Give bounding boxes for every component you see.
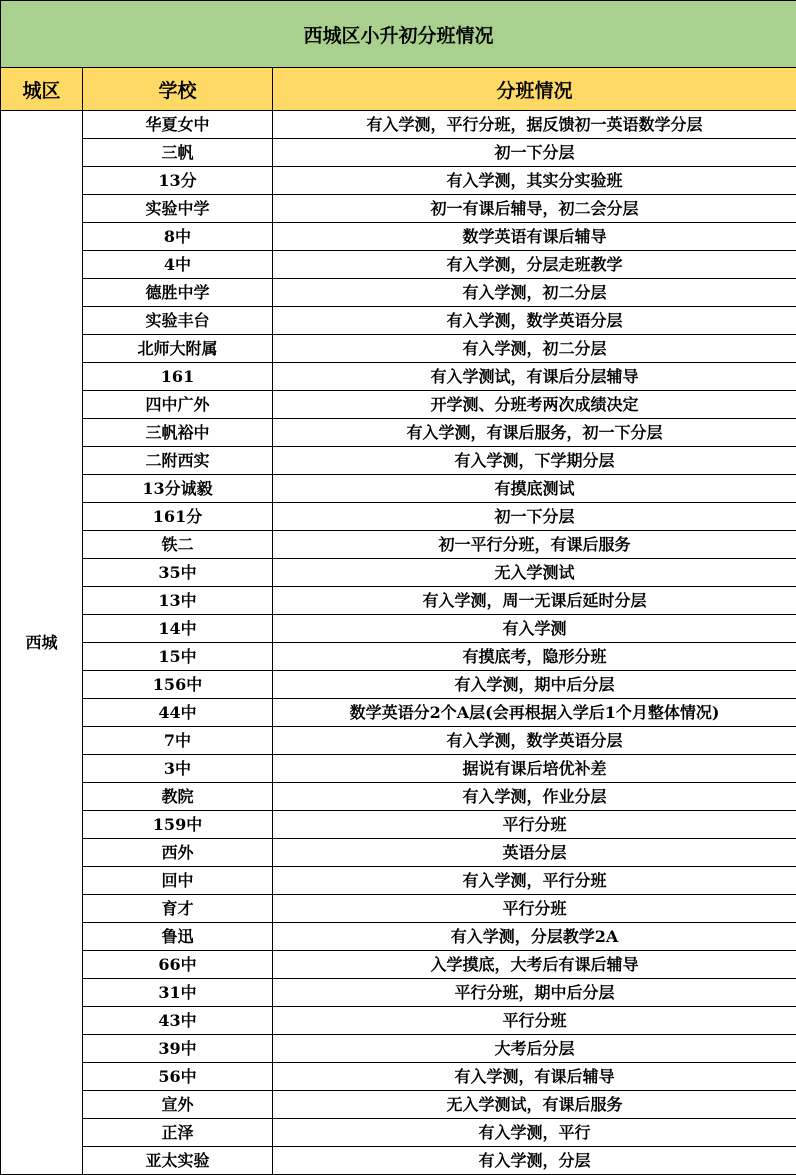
situation-cell: 有入学测，平行分班 <box>273 867 796 895</box>
table-row <box>1 307 796 335</box>
situation-cell: 有入学测，其实分实验班 <box>273 167 796 195</box>
school-cell: 13分 <box>83 167 273 195</box>
table-row <box>1 279 796 307</box>
table-row <box>1 643 796 671</box>
situation-cell: 数学英语有课后辅导 <box>273 223 796 251</box>
school-cell: 35中 <box>83 559 273 587</box>
table-row <box>1 391 796 419</box>
school-cell: 实验中学 <box>83 195 273 223</box>
table-row <box>1 615 796 643</box>
situation-cell: 初一平行分班，有课后服务 <box>273 531 796 559</box>
table-row <box>1 503 796 531</box>
table-row <box>1 531 796 559</box>
table-row <box>1 363 796 391</box>
situation-cell: 有入学测，作业分层 <box>273 783 796 811</box>
school-cell: 66中 <box>83 951 273 979</box>
table-row <box>1 1091 796 1119</box>
situation-cell: 无入学测试，有课后服务 <box>273 1091 796 1119</box>
school-cell: 西外 <box>83 839 273 867</box>
situation-cell: 有入学测，初二分层 <box>273 335 796 363</box>
school-cell: 161分 <box>83 503 273 531</box>
header-district: 城区 <box>1 68 83 111</box>
situation-cell: 英语分层 <box>273 839 796 867</box>
school-cell: 56中 <box>83 1063 273 1091</box>
table-row <box>1 167 796 195</box>
situation-cell: 有入学测，有课后服务，初一下分层 <box>273 419 796 447</box>
school-cell: 7中 <box>83 727 273 755</box>
situation-cell: 有入学测试，有课后分层辅导 <box>273 363 796 391</box>
table-row <box>1 951 796 979</box>
table-row <box>1 895 796 923</box>
situation-cell: 大考后分层 <box>273 1035 796 1063</box>
situation-cell: 无入学测试 <box>273 559 796 587</box>
school-cell: 156中 <box>83 671 273 699</box>
situation-cell: 有摸底测试 <box>273 475 796 503</box>
table-row <box>1 783 796 811</box>
school-cell: 宣外 <box>83 1091 273 1119</box>
school-cell: 铁二 <box>83 531 273 559</box>
table-row <box>1 195 796 223</box>
table-row <box>1 111 796 139</box>
school-cell: 二附西实 <box>83 447 273 475</box>
table-row <box>1 475 796 503</box>
title-row <box>1 1 796 68</box>
situation-cell: 据说有课后培优补差 <box>273 755 796 783</box>
school-cell: 三帆裕中 <box>83 419 273 447</box>
table-row <box>1 755 796 783</box>
school-cell: 39中 <box>83 1035 273 1063</box>
school-cell: 德胜中学 <box>83 279 273 307</box>
table-row <box>1 839 796 867</box>
situation-cell: 有入学测，分层 <box>273 1147 796 1175</box>
table-row <box>1 139 796 167</box>
situation-cell: 有入学测 <box>273 615 796 643</box>
situation-cell: 有入学测，数学英语分层 <box>273 307 796 335</box>
situation-cell: 开学测、分班考两次成绩决定 <box>273 391 796 419</box>
school-cell: 华夏女中 <box>83 111 273 139</box>
school-cell: 3中 <box>83 755 273 783</box>
table-row <box>1 335 796 363</box>
school-cell: 育才 <box>83 895 273 923</box>
table-row <box>1 671 796 699</box>
situation-cell: 初一下分层 <box>273 139 796 167</box>
school-cell: 正泽 <box>83 1119 273 1147</box>
table-row <box>1 447 796 475</box>
table-row <box>1 1147 796 1175</box>
district-cell: 西城 <box>1 111 83 1175</box>
situation-cell: 入学摸底，大考后有课后辅导 <box>273 951 796 979</box>
situation-cell: 有入学测，平行 <box>273 1119 796 1147</box>
school-cell: 教院 <box>83 783 273 811</box>
school-cell: 13中 <box>83 587 273 615</box>
school-cell: 亚太实验 <box>83 1147 273 1175</box>
situation-cell: 有摸底考，隐形分班 <box>273 643 796 671</box>
situation-cell: 有入学测，期中后分层 <box>273 671 796 699</box>
table-row <box>1 1035 796 1063</box>
school-cell: 31中 <box>83 979 273 1007</box>
table-row <box>1 1007 796 1035</box>
school-cell: 161 <box>83 363 273 391</box>
table-row <box>1 559 796 587</box>
situation-cell: 有入学测，数学英语分层 <box>273 727 796 755</box>
situation-cell: 初一有课后辅导，初二会分层 <box>273 195 796 223</box>
school-cell: 159中 <box>83 811 273 839</box>
situation-cell: 平行分班，期中后分层 <box>273 979 796 1007</box>
school-cell: 14中 <box>83 615 273 643</box>
school-cell: 15中 <box>83 643 273 671</box>
table-row <box>1 867 796 895</box>
school-cell: 鲁迅 <box>83 923 273 951</box>
header-situation: 分班情况 <box>273 68 796 111</box>
situation-cell: 平行分班 <box>273 895 796 923</box>
situation-cell: 平行分班 <box>273 1007 796 1035</box>
table-body <box>1 111 796 1175</box>
situation-cell: 平行分班 <box>273 811 796 839</box>
school-cell: 实验丰台 <box>83 307 273 335</box>
table-row <box>1 251 796 279</box>
school-cell: 四中广外 <box>83 391 273 419</box>
header-row <box>1 68 796 111</box>
situation-cell: 有入学测，周一无课后延时分层 <box>273 587 796 615</box>
table-title: 西城区小升初分班情况 <box>1 1 796 68</box>
school-cell: 8中 <box>83 223 273 251</box>
situation-cell: 数学英语分2个A层(会再根据入学后1个月整体情况) <box>273 699 796 727</box>
situation-cell: 初一下分层 <box>273 503 796 531</box>
school-cell: 回中 <box>83 867 273 895</box>
situation-cell: 有入学测，初二分层 <box>273 279 796 307</box>
table-row <box>1 1119 796 1147</box>
school-cell: 4中 <box>83 251 273 279</box>
table-row <box>1 979 796 1007</box>
school-cell: 44中 <box>83 699 273 727</box>
table-row <box>1 923 796 951</box>
situation-cell: 有入学测，下学期分层 <box>273 447 796 475</box>
situation-cell: 有入学测，平行分班，据反馈初一英语数学分层 <box>273 111 796 139</box>
table-row <box>1 811 796 839</box>
school-cell: 北师大附属 <box>83 335 273 363</box>
situation-cell: 有入学测，有课后辅导 <box>273 1063 796 1091</box>
table-row <box>1 727 796 755</box>
situation-cell: 有入学测，分层教学2A <box>273 923 796 951</box>
school-cell: 43中 <box>83 1007 273 1035</box>
table-row <box>1 587 796 615</box>
table-row <box>1 699 796 727</box>
school-cell: 13分诚毅 <box>83 475 273 503</box>
table-row <box>1 419 796 447</box>
situation-cell: 有入学测，分层走班教学 <box>273 251 796 279</box>
school-cell: 三帆 <box>83 139 273 167</box>
header-school: 学校 <box>83 68 273 111</box>
table-row <box>1 223 796 251</box>
table-row <box>1 1063 796 1091</box>
